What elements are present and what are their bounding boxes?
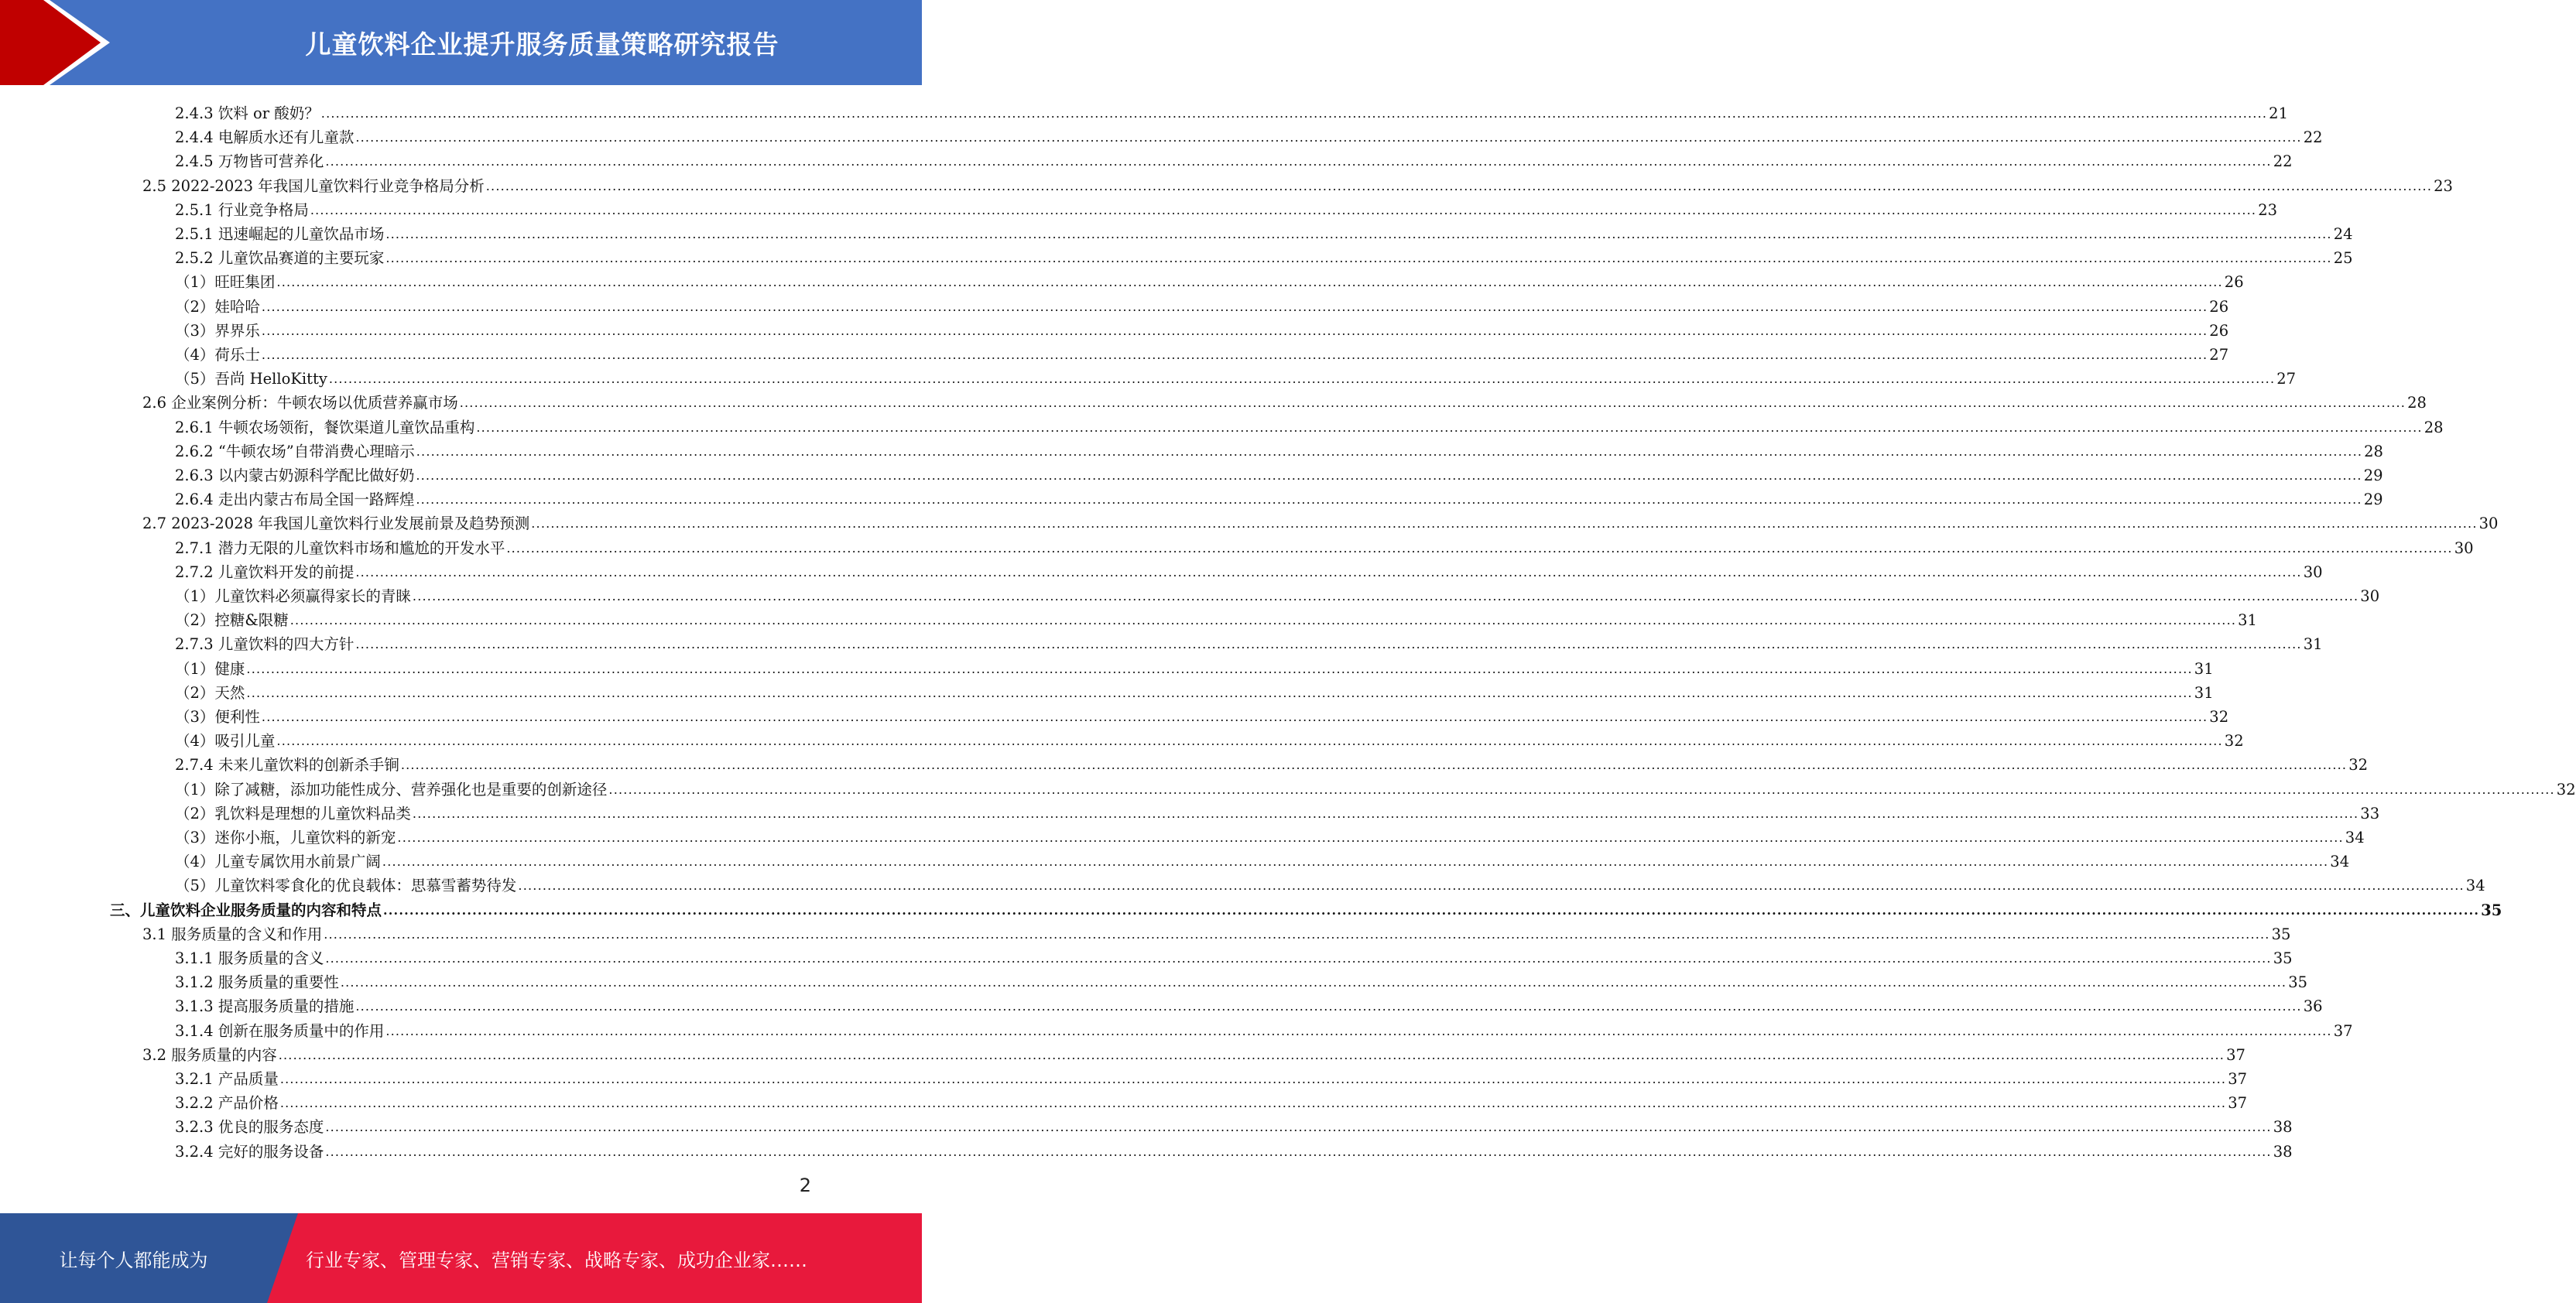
- toc-entry-page: 34: [2465, 877, 2485, 895]
- toc-entry[interactable]: [175, 340, 2229, 364]
- toc-entry[interactable]: [175, 1017, 2353, 1041]
- toc-entry-page: 22: [2273, 152, 2293, 171]
- toc-dot-leader: ................................................................................................................................................................................................................................................................................................................................................................................................................: [385, 1023, 2332, 1038]
- toc-entry[interactable]: [142, 1041, 2245, 1065]
- toc-dot-leader: ................................................................................................................................................................................................................................................................................................................................................................................................................: [279, 1096, 2227, 1111]
- toc-entry[interactable]: [175, 992, 2323, 1016]
- toc-dot-leader: ................................................................................................................................................................................................................................................................................................................................................................................................................: [416, 443, 2363, 459]
- toc-entry[interactable]: [175, 703, 2229, 727]
- toc-entry-title: （4）儿童专属饮用水前景广阔: [175, 853, 381, 871]
- toc-entry-title: 2.7.1 潜力无限的儿童饮料市场和尴尬的开发水平: [175, 539, 505, 557]
- toc-entry[interactable]: [175, 292, 2229, 316]
- toc-entry[interactable]: [142, 920, 2291, 944]
- toc-entry-title: 2.6.4 走出内蒙古布局全国一路辉煌: [175, 491, 415, 509]
- toc-entry-page: 31: [2194, 659, 2214, 678]
- toc-dot-leader: ................................................................................................................................................................................................................................................................................................................................................................................................................: [416, 468, 2362, 483]
- toc-entry-page: 38: [2273, 1142, 2293, 1161]
- toc-entry-page: 37: [2228, 1094, 2248, 1113]
- toc-dot-leader: ................................................................................................................................................................................................................................................................................................................................................................................................................: [506, 540, 2453, 556]
- toc-entry-page: 21: [2269, 104, 2288, 122]
- toc-dot-leader: ................................................................................................................................................................................................................................................................................................................................................................................................................: [385, 251, 2332, 266]
- toc-entry[interactable]: [175, 558, 2323, 582]
- toc-dot-leader: ................................................................................................................................................................................................................................................................................................................................................................................................................: [261, 323, 2208, 338]
- toc-dot-leader: ................................................................................................................................................................................................................................................................................................................................................................................................................: [412, 805, 2359, 821]
- toc-dot-leader: ................................................................................................................................................................................................................................................................................................................................................................................................................: [328, 371, 2276, 387]
- toc-dot-leader: ................................................................................................................................................................................................................................................................................................................................................................................................................: [325, 951, 2272, 966]
- toc-dot-leader: ................................................................................................................................................................................................................................................................................................................................................................................................................: [289, 613, 2237, 628]
- toc-entry[interactable]: [175, 775, 2576, 799]
- toc-entry-title: 2.4.5 万物皆可营养化: [175, 152, 324, 171]
- toc-entry-title: 3.2.3 优良的服务态度: [175, 1118, 324, 1137]
- toc-entry-page: 37: [2226, 1045, 2245, 1064]
- toc-entry-page: 32: [2224, 732, 2244, 751]
- toc-entry[interactable]: [175, 316, 2229, 340]
- toc-entry-title: （1）儿童饮料必须赢得家长的青睐: [175, 587, 411, 605]
- toc-entry-page: 26: [2224, 273, 2244, 292]
- toc-entry[interactable]: [175, 364, 2297, 388]
- toc-entry-title: 2.6.1 牛顿农场领衔，餐饮渠道儿童饮品重构: [175, 418, 475, 436]
- toc-entry-page: 35: [2273, 949, 2293, 967]
- footer-slogan-left: 让每个人都能成为: [59, 1249, 208, 1271]
- report-header: [0, 0, 922, 85]
- toc-entry[interactable]: [175, 123, 2323, 147]
- toc-entry-page: 29: [2363, 491, 2383, 509]
- toc-entry[interactable]: [175, 1065, 2248, 1089]
- toc-entry-title: 三、儿童饮料企业服务质量的内容和特点: [110, 901, 382, 919]
- toc-entry[interactable]: [142, 388, 2427, 412]
- toc-entry-page: 23: [2258, 200, 2278, 219]
- toc-dot-leader: ................................................................................................................................................................................................................................................................................................................................................................................................................: [246, 685, 2193, 700]
- toc-entry[interactable]: [175, 220, 2353, 244]
- report-title: 儿童饮料企业提升服务质量策略研究报告: [305, 29, 779, 60]
- toc-entry[interactable]: [175, 437, 2383, 461]
- toc-entry-title: 2.5 2022-2023 年我国儿童饮料行业竞争格局分析: [142, 176, 485, 195]
- toc-entry-page: 31: [2303, 635, 2323, 654]
- toc-entry-title: 2.7.4 未来儿童饮料的创新杀手锏: [175, 756, 399, 775]
- toc-dot-leader: ................................................................................................................................................................................................................................................................................................................................................................................................................: [383, 902, 2480, 918]
- toc-entry-title: 3.1 服务质量的含义和作用: [142, 925, 323, 943]
- toc-entry-title: 3.1.3 提高服务质量的措施: [175, 997, 355, 1016]
- toc-entry-title: （3）迷你小瓶，儿童饮料的新宠: [175, 829, 396, 846]
- toc-entry-title: 3.2 服务质量的内容: [142, 1045, 277, 1064]
- toc-dot-leader: ................................................................................................................................................................................................................................................................................................................................................................................................................: [320, 106, 2268, 121]
- toc-entry-page: 23: [2434, 176, 2453, 195]
- toc-entry[interactable]: [175, 461, 2383, 485]
- toc-entry-page: 31: [2238, 611, 2257, 630]
- toc-entry[interactable]: [175, 655, 2214, 679]
- toc-entry[interactable]: [175, 847, 2350, 871]
- toc-dot-leader: ................................................................................................................................................................................................................................................................................................................................................................................................................: [279, 1072, 2227, 1086]
- toc-dot-leader: ................................................................................................................................................................................................................................................................................................................................................................................................................: [397, 830, 2344, 845]
- toc-entry-title: 2.7 2023-2028 年我国儿童饮料行业发展前景及趋势预测: [142, 515, 530, 533]
- toc-entry-page: 30: [2303, 563, 2323, 581]
- toc-entry-page: 27: [2276, 370, 2297, 388]
- toc-entry-title: 2.7.2 儿童饮料开发的前提: [175, 563, 355, 581]
- toc-entry-page: 37: [2228, 1070, 2248, 1088]
- toc-dot-leader: ................................................................................................................................................................................................................................................................................................................................................................................................................: [382, 854, 2329, 870]
- toc-entry[interactable]: [142, 509, 2499, 533]
- toc-dot-leader: ................................................................................................................................................................................................................................................................................................................................................................................................................: [608, 781, 2555, 797]
- toc-entry[interactable]: [175, 1137, 2293, 1161]
- toc-entry-title: （4）荷乐士: [175, 346, 260, 364]
- toc-entry-title: （2）天然: [175, 683, 245, 702]
- toc-entry-page: 24: [2333, 225, 2353, 243]
- toc-dot-leader: ................................................................................................................................................................................................................................................................................................................................................................................................................: [276, 734, 2223, 749]
- toc-dot-leader: ................................................................................................................................................................................................................................................................................................................................................................................................................: [416, 492, 2362, 508]
- toc-dot-leader: ................................................................................................................................................................................................................................................................................................................................................................................................................: [531, 516, 2478, 532]
- toc-entry-page: 37: [2333, 1021, 2353, 1040]
- toc-entry-title: （4）吸引儿童: [175, 732, 276, 751]
- toc-entry[interactable]: [175, 485, 2383, 509]
- toc-entry-title: （3）界界乐: [175, 321, 260, 340]
- toc-entry[interactable]: [175, 196, 2278, 220]
- toc-entry-page: 32: [2556, 780, 2576, 799]
- toc-entry-title: 3.2.2 产品价格: [175, 1094, 279, 1113]
- toc-entry-page: 30: [2360, 587, 2380, 605]
- toc-dot-leader: ................................................................................................................................................................................................................................................................................................................................................................................................................: [261, 299, 2208, 314]
- toc-entry-title: （5）吾尚 HelloKitty: [175, 370, 327, 388]
- toc-entry-title: （5）儿童饮料零食化的优良载体：思慕雪蓄势待发: [175, 877, 517, 895]
- toc-entry-page: 34: [2330, 853, 2350, 871]
- toc-entry-title: 2.5.2 儿童饮品赛道的主要玩家: [175, 249, 385, 268]
- toc-entry-title: （3）便利性: [175, 708, 260, 726]
- toc-dot-leader: ................................................................................................................................................................................................................................................................................................................................................................................................................: [518, 878, 2465, 894]
- toc-entry-page: 35: [2288, 973, 2308, 992]
- toc-dot-leader: ................................................................................................................................................................................................................................................................................................................................................................................................................: [400, 758, 2348, 773]
- toc-entry[interactable]: [175, 968, 2308, 992]
- toc-entry-page: 27: [2209, 346, 2229, 364]
- toc-entry[interactable]: [175, 534, 2474, 558]
- toc-entry[interactable]: [175, 799, 2380, 823]
- toc-dot-leader: ................................................................................................................................................................................................................................................................................................................................................................................................................: [261, 710, 2208, 724]
- toc-entry-title: 2.6.3 以内蒙古奶源科学配比做好奶: [175, 467, 415, 484]
- toc-entry-title: 2.4.3 饮料 or 酸奶？: [175, 104, 320, 122]
- toc-entry-page: 26: [2209, 321, 2229, 340]
- toc-dot-leader: ................................................................................................................................................................................................................................................................................................................................................................................................................: [485, 178, 2433, 193]
- toc-entry-title: 2.4.4 电解质水还有儿童款: [175, 128, 355, 147]
- toc-dot-leader: ................................................................................................................................................................................................................................................................................................................................................................................................................: [246, 661, 2193, 676]
- toc-dot-leader: ................................................................................................................................................................................................................................................................................................................................................................................................................: [459, 395, 2406, 411]
- toc-entry-page: 38: [2273, 1118, 2293, 1137]
- toc-entry-title: 2.7.3 儿童饮料的四大方针: [175, 635, 355, 654]
- toc-entry-title: 2.6 企业案例分析：牛顿农场以优质营养赢市场: [142, 394, 458, 412]
- toc-entry-page: 28: [2364, 442, 2383, 460]
- toc-entry-page: 32: [2209, 708, 2229, 726]
- toc-dot-leader: ................................................................................................................................................................................................................................................................................................................................................................................................................: [476, 419, 2423, 435]
- toc-entry-title: （2）娃哈哈: [175, 297, 260, 316]
- toc-entry-title: 3.1.1 服务质量的含义: [175, 949, 324, 967]
- toc-entry[interactable]: [175, 679, 2214, 703]
- toc-dot-leader: ................................................................................................................................................................................................................................................................................................................................................................................................................: [325, 1144, 2272, 1159]
- toc-dot-leader: ................................................................................................................................................................................................................................................................................................................................................................................................................: [355, 564, 2302, 580]
- toc-entry[interactable]: [175, 1113, 2293, 1137]
- toc-dot-leader: ................................................................................................................................................................................................................................................................................................................................................................................................................: [278, 1047, 2225, 1062]
- toc-entry-page: 30: [2478, 515, 2499, 533]
- toc-entry-title: 3.2.4 完好的服务设备: [175, 1142, 324, 1161]
- toc-entry-page: 32: [2348, 756, 2369, 775]
- toc-entry-title: （1）健康: [175, 659, 245, 678]
- toc-entry[interactable]: [175, 582, 2380, 606]
- toc-dot-leader: ................................................................................................................................................................................................................................................................................................................................................................................................................: [412, 589, 2359, 604]
- toc-dot-leader: ................................................................................................................................................................................................................................................................................................................................................................................................................: [355, 999, 2302, 1014]
- report-footer: [0, 1213, 922, 1303]
- toc-entry[interactable]: [175, 871, 2485, 895]
- toc-entry[interactable]: [175, 244, 2353, 268]
- toc-entry[interactable]: [142, 172, 2453, 196]
- toc-dot-leader: ................................................................................................................................................................................................................................................................................................................................................................................................................: [340, 975, 2287, 990]
- toc-entry-page: 29: [2363, 467, 2383, 484]
- toc-entry-title: 3.1.4 创新在服务质量中的作用: [175, 1021, 385, 1040]
- toc-dot-leader: ................................................................................................................................................................................................................................................................................................................................................................................................................: [261, 347, 2208, 362]
- toc-entry-page: 30: [2454, 539, 2474, 557]
- toc-dot-leader: ................................................................................................................................................................................................................................................................................................................................................................................................................: [385, 227, 2332, 241]
- toc-entry-page: 35: [2481, 901, 2502, 919]
- toc-entry-title: 2.5.1 行业竞争格局: [175, 200, 309, 219]
- toc-entry[interactable]: [175, 606, 2257, 630]
- toc-dot-leader: ................................................................................................................................................................................................................................................................................................................................................................................................................: [355, 130, 2302, 145]
- toc-entry-title: 2.5.1 迅速崛起的儿童饮品市场: [175, 225, 385, 243]
- toc-entry[interactable]: [175, 751, 2369, 775]
- toc-entry-page: 36: [2303, 997, 2323, 1016]
- toc-entry-title: （2）乳饮料是理想的儿童饮料品类: [175, 804, 411, 822]
- toc-entry[interactable]: [175, 147, 2293, 171]
- toc-dot-leader: ................................................................................................................................................................................................................................................................................................................................................................................................................: [324, 926, 2270, 942]
- toc-entry-page: 35: [2271, 925, 2291, 943]
- toc-entry[interactable]: [175, 630, 2323, 654]
- toc-entry[interactable]: [175, 1089, 2248, 1113]
- toc-entry[interactable]: [175, 99, 2288, 123]
- toc-entry-page: 22: [2303, 128, 2323, 147]
- toc-entry-page: 34: [2345, 829, 2365, 846]
- toc-dot-leader: ................................................................................................................................................................................................................................................................................................................................................................................................................: [325, 1120, 2272, 1135]
- toc-entry-title: 3.2.1 产品质量: [175, 1070, 279, 1088]
- footer-slogan-right: 行业专家、管理专家、营销专家、战略专家、成功企业家……: [306, 1249, 807, 1271]
- toc-entry[interactable]: [110, 896, 2502, 920]
- toc-entry[interactable]: [175, 413, 2444, 437]
- toc-dot-leader: ................................................................................................................................................................................................................................................................................................................................................................................................................: [355, 637, 2302, 652]
- toc-entry-title: （2）控糖&限糖: [175, 611, 289, 630]
- chevron-arrow-icon: [0, 0, 124, 85]
- toc-entry[interactable]: [175, 727, 2244, 751]
- toc-dot-leader: ................................................................................................................................................................................................................................................................................................................................................................................................................: [276, 275, 2223, 290]
- toc-entry-title: （1）除了减糖，添加功能性成分、营养强化也是重要的创新途径: [175, 780, 608, 799]
- toc-entry-title: 2.6.2 “牛顿农场”自带消费心理暗示: [175, 442, 415, 460]
- toc-entry[interactable]: [175, 268, 2244, 292]
- toc-entry-title: （1）旺旺集团: [175, 273, 276, 292]
- toc-entry-page: 33: [2360, 804, 2380, 822]
- toc-entry-page: 28: [2424, 418, 2444, 436]
- toc-dot-leader: ................................................................................................................................................................................................................................................................................................................................................................................................................: [310, 202, 2257, 217]
- toc-entry-page: 31: [2194, 683, 2214, 702]
- toc-entry[interactable]: [175, 944, 2293, 968]
- toc-entry[interactable]: [175, 823, 2365, 847]
- page-number: 2: [799, 1175, 811, 1196]
- toc-entry-page: 25: [2333, 249, 2353, 268]
- toc-entry-title: 3.1.2 服务质量的重要性: [175, 973, 339, 992]
- toc-entry-page: 26: [2209, 297, 2229, 316]
- toc-entry-page: 28: [2407, 394, 2427, 412]
- toc-dot-leader: ................................................................................................................................................................................................................................................................................................................................................................................................................: [325, 154, 2272, 169]
